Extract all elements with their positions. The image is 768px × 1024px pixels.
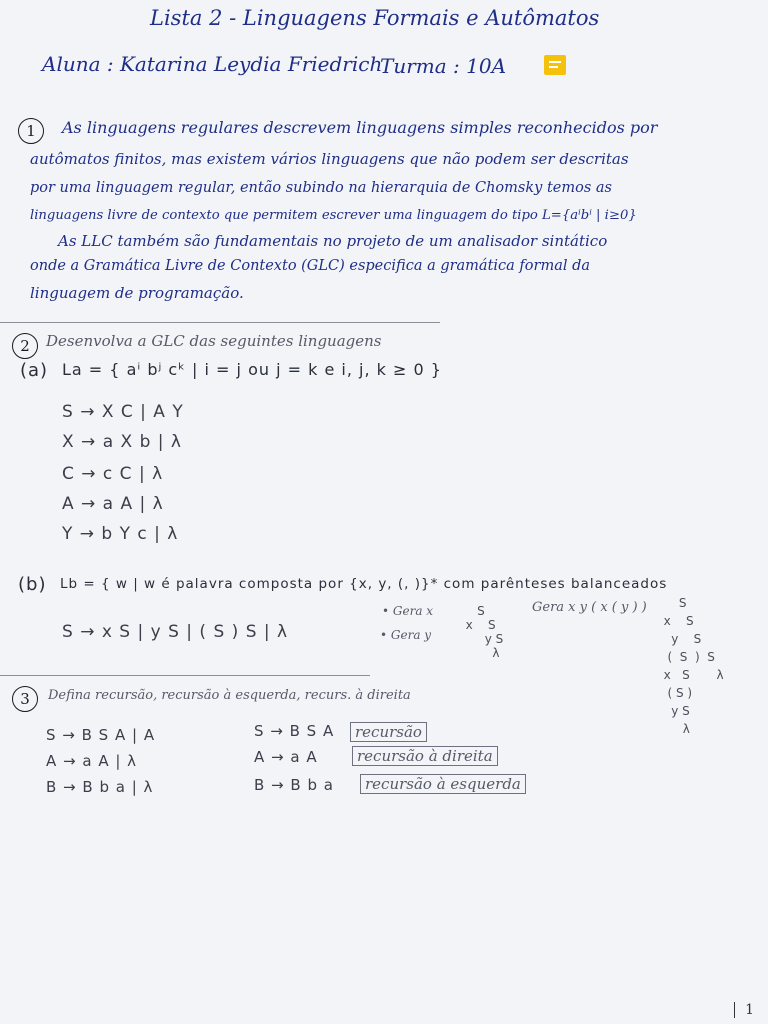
q1-line-2: autômatos finitos, mas existem vários linguagens que não podem ser descritas xyxy=(30,150,629,168)
q2b-bullet-y: • Gera y xyxy=(380,628,432,642)
q1-line-5: As LLC também são fundamentais no projeto de um analisador sintático xyxy=(58,232,608,250)
q2a-production-3: C → c C | λ xyxy=(62,464,164,484)
q1-line-3: por uma linguagem regular, então subindo na hierarquia de Chomsky temos as xyxy=(30,180,612,196)
label-left-recursion: recursão à esquerda xyxy=(360,774,526,794)
divider xyxy=(0,675,370,676)
question-3-number: 3 xyxy=(12,686,38,712)
q2b-definition: Lb = { w | w é palavra composta por {x, y, (, )}* com parênteses balanceados xyxy=(60,576,668,592)
q2a-label: (a) xyxy=(20,360,49,381)
q2b-label: (b) xyxy=(18,574,47,595)
q3-intro: Defina recursão, recursão à esquerda, recurs. à direita xyxy=(48,688,411,703)
q2a-definition: La = { aⁱ bʲ cᵏ | i = j ou j = k e i, j, k ≥ 0 } xyxy=(62,360,442,379)
class-label: Turma : 10A xyxy=(380,54,507,78)
student-name: Aluna : Katarina Leydia Friedrich xyxy=(42,52,383,76)
q2a-production-5: Y → b Y c | λ xyxy=(62,524,179,544)
page-title: Lista 2 - Linguagens Formais e Autômatos xyxy=(150,6,600,30)
question-1-number: 1 xyxy=(18,118,44,144)
q3-right-3: B → B b a xyxy=(254,776,334,794)
q2a-production-4: A → a A | λ xyxy=(62,494,164,514)
q1-line-6: onde a Gramática Livre de Contexto (GLC) especifica a gramática formal da xyxy=(30,258,591,274)
q2a-production-1: S → X C | A Y xyxy=(62,402,184,422)
q3-right-1: S → B S A xyxy=(254,722,335,740)
label-right-recursion: recursão à direita xyxy=(352,746,498,766)
derivation-tree-large: S x S y S ( S ) S x S λ ( S ) y S λ xyxy=(656,596,724,736)
page-number: 1 xyxy=(734,1002,754,1018)
q2b-production: S → x S | y S | ( S ) S | λ xyxy=(62,622,289,642)
q3-left-2: A → a A | λ xyxy=(46,752,138,770)
derivation-tree-small: S x S y S λ xyxy=(458,604,504,660)
q3-left-1: S → B S A | A xyxy=(46,726,156,744)
q2b-example: Gera x y ( x ( y ) ) xyxy=(532,600,647,615)
comment-note-icon[interactable] xyxy=(544,55,566,75)
q1-line-7: linguagem de programação. xyxy=(30,284,244,302)
q1-line-4: linguagens livre de contexto que permitem escrever uma linguagem do tipo L={aⁱbⁱ | i≥0} xyxy=(30,208,637,223)
divider xyxy=(0,322,440,323)
q3-right-2: A → a A xyxy=(254,748,318,766)
q2b-bullet-x: • Gera x xyxy=(382,604,434,618)
q3-left-3: B → B b a | λ xyxy=(46,778,154,796)
q2a-production-2: X → a X b | λ xyxy=(62,432,182,452)
q2-intro: Desenvolva a GLC das seguintes linguagens xyxy=(46,332,382,350)
question-2-number: 2 xyxy=(12,333,38,359)
q1-line-1: As linguagens regulares descrevem linguagens simples reconhecidos por xyxy=(62,118,658,137)
label-recursion: recursão xyxy=(350,722,427,742)
